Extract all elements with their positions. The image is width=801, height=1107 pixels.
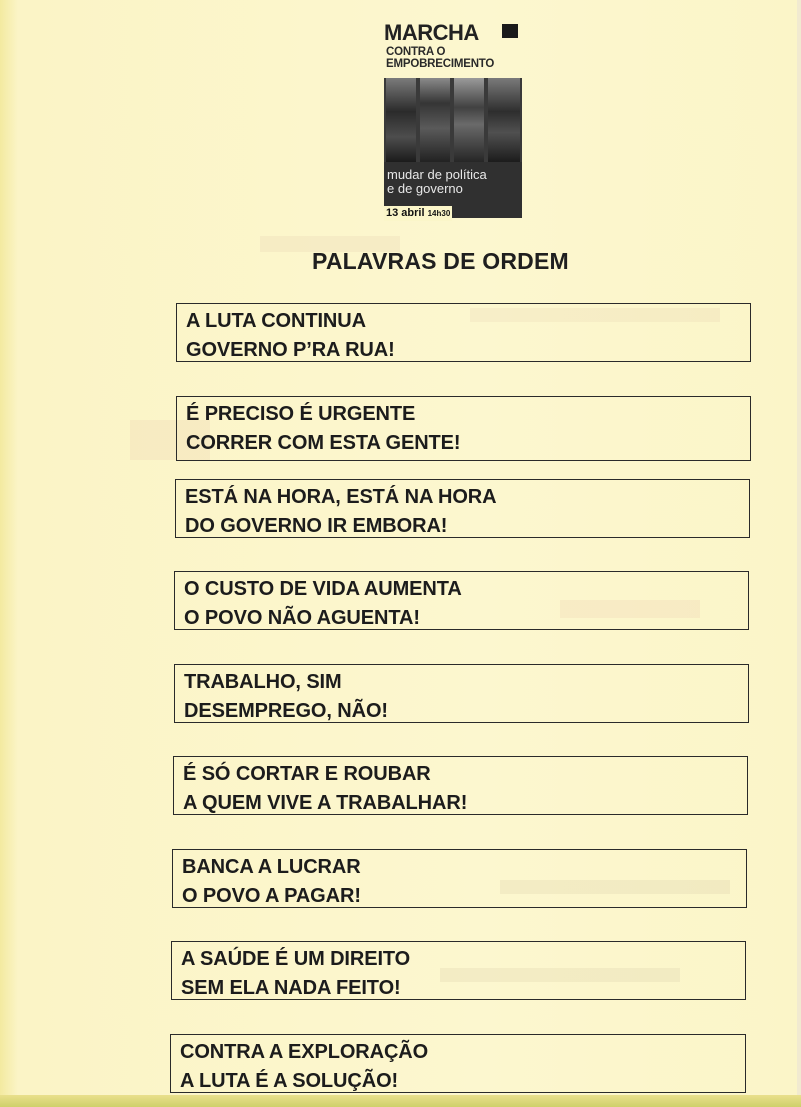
logo-date-day: 13 abril	[386, 207, 425, 219]
logo-date-time: 14h30	[427, 209, 451, 218]
logo-slogan-line1: mudar de política	[387, 167, 487, 182]
slogan-line-1: A SAÚDE É UM DIREITO	[181, 948, 411, 970]
slogan-line-1: É PRECISO É URGENTE	[186, 403, 416, 425]
slogan-line-2: SEM ELA NADA FEITO!	[181, 977, 401, 999]
logo-subtitle-line1: CONTRA O	[386, 46, 446, 58]
slogan-box	[171, 941, 746, 1000]
slogan-line-2: CORRER COM ESTA GENTE!	[186, 432, 461, 454]
slogan-box	[176, 396, 751, 461]
slogan-line-1: É SÓ CORTAR E ROUBAR	[183, 763, 431, 785]
march-logo	[384, 22, 526, 222]
page-title: PALAVRAS DE ORDEM	[312, 248, 569, 274]
slogan-line-1: O CUSTO DE VIDA AUMENTA	[184, 578, 462, 600]
slogan-line-1: TRABALHO, SIM	[184, 671, 342, 693]
slogan-box	[176, 303, 751, 362]
slogan-line-2: A LUTA É A SOLUÇÃO!	[180, 1070, 399, 1092]
protest-photo	[384, 78, 522, 218]
slogan-line-1: A LUTA CONTINUA	[186, 310, 366, 332]
logo-title: MARCHA	[384, 20, 479, 45]
slogan-box	[173, 756, 748, 815]
slogan-line-2: O POVO A PAGAR!	[182, 885, 361, 907]
logo-subtitle-line2: EMPOBRECIMENTO	[386, 58, 495, 70]
page-edge-bottom	[0, 1095, 801, 1107]
slogan-line-2: DESEMPREGO, NÃO!	[184, 700, 388, 722]
slogan-line-2: DO GOVERNO IR EMBORA!	[185, 515, 448, 537]
slogan-line-1: ESTÁ NA HORA, ESTÁ NA HORA	[185, 486, 497, 508]
slogan-box	[170, 1034, 746, 1093]
slogan-box	[172, 849, 747, 908]
slogan-box	[174, 571, 749, 630]
page-edge-right	[797, 0, 801, 1107]
slogan-line-2: A QUEM VIVE A TRABALHAR!	[183, 792, 468, 814]
slogan-line-1: CONTRA A EXPLORAÇÃO	[180, 1041, 429, 1063]
slogan-box	[175, 479, 750, 538]
logo-date	[384, 206, 452, 221]
logo-slogan-line2: e de governo	[387, 181, 463, 196]
flag-icon	[502, 24, 518, 38]
slogan-line-1: BANCA A LUCRAR	[182, 856, 361, 878]
slogan-box	[174, 664, 749, 723]
slogan-line-2: O POVO NÃO AGUENTA!	[184, 607, 420, 629]
slogan-line-2: GOVERNO P’RA RUA!	[186, 339, 395, 361]
